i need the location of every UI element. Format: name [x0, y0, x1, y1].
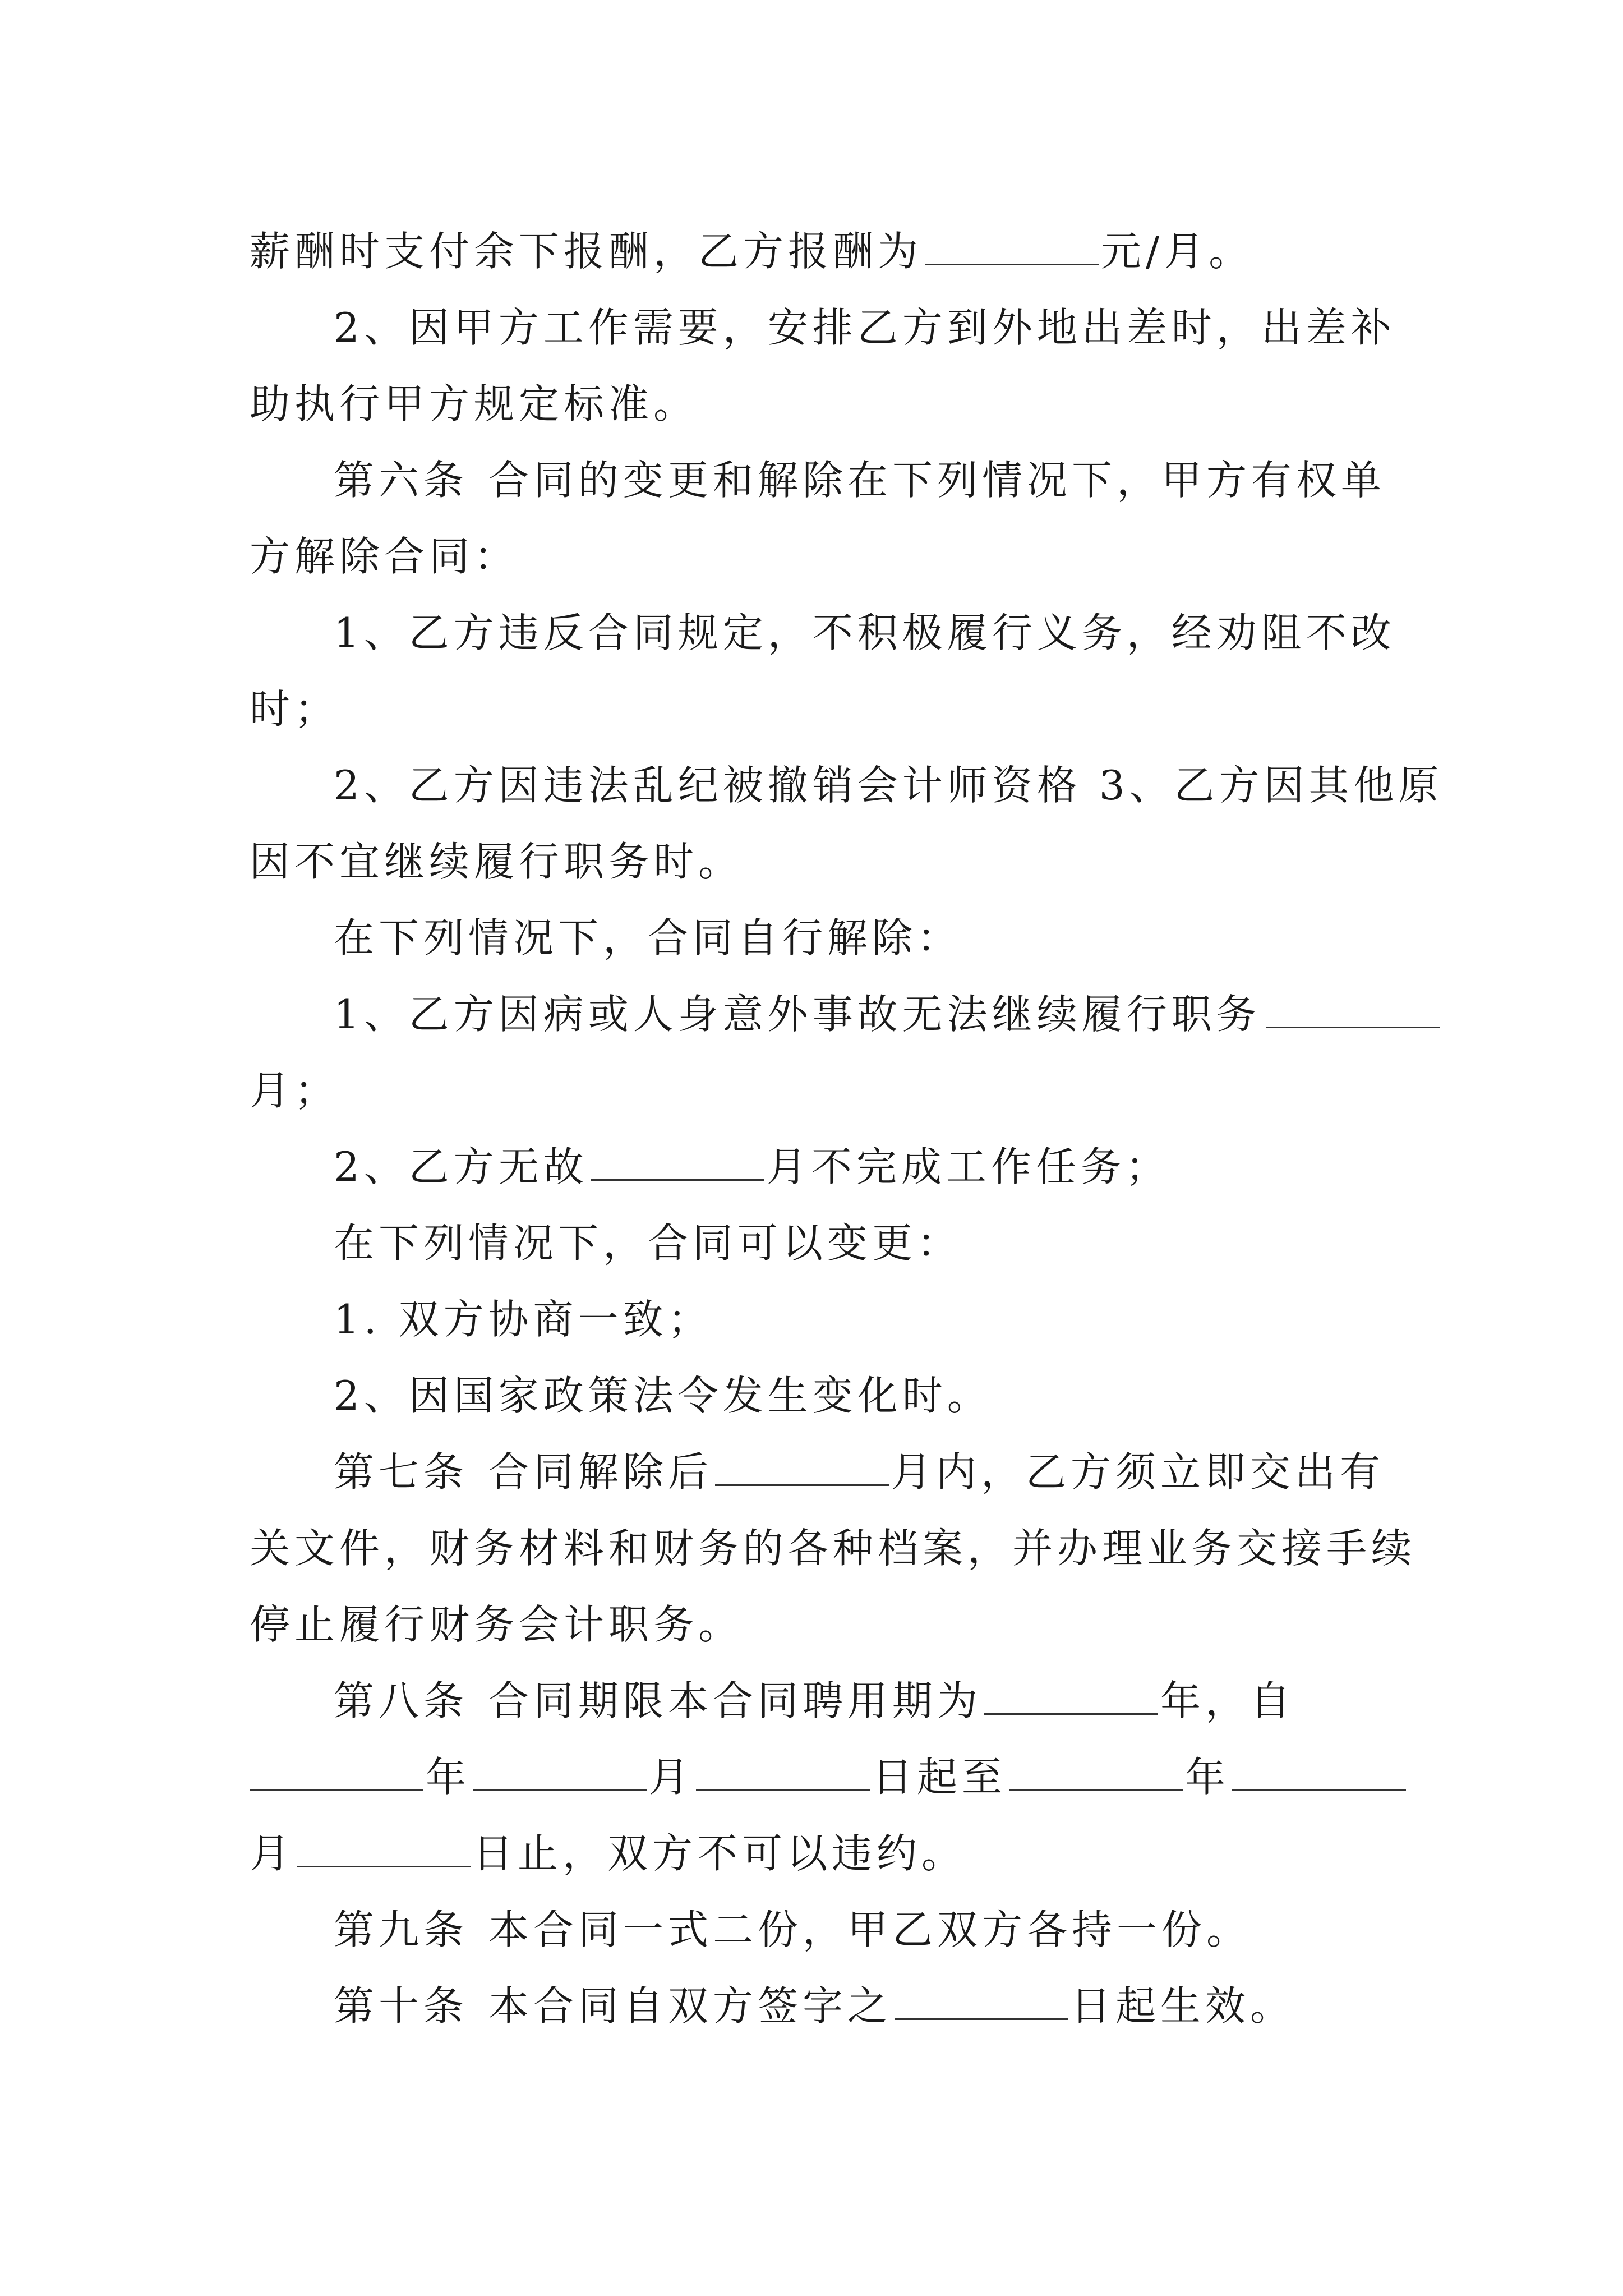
article-heading: 第八条	[334, 1677, 469, 1724]
line-text: 停止履行财务会计职务。	[250, 1601, 744, 1648]
text-line-8	[250, 747, 1444, 823]
line-text: 因不宜继续履行职务时。	[250, 838, 744, 885]
fill-blank	[925, 229, 1099, 265]
fill-blank	[1266, 992, 1440, 1028]
line-text: 1. 双方协商一致；	[334, 1296, 713, 1343]
line-text: 月内，乙方须立即交出有	[891, 1448, 1385, 1496]
text-line-11	[250, 976, 1388, 1052]
line-text: 方解除合同：	[250, 533, 519, 580]
line-text: 年	[426, 1754, 471, 1801]
line-text: 年，自	[1160, 1677, 1295, 1724]
line-text: 年	[1185, 1754, 1230, 1801]
line-text: 合同的变更和解除在下列情况下，甲方有权单	[488, 457, 1386, 504]
article-heading: 第九条	[334, 1906, 469, 1953]
fill-blank	[297, 1831, 471, 1867]
text-line-21	[250, 1739, 1388, 1815]
line-text: 时；	[250, 685, 340, 733]
fill-blank	[250, 1755, 423, 1791]
line-text: 2、乙方无故	[334, 1143, 588, 1190]
text-line-13	[250, 1129, 1388, 1205]
line-text: 日起生效。	[1071, 1982, 1295, 2030]
text-line-22	[250, 1815, 1388, 1892]
line-text: 日止，双方不可以违约。	[473, 1830, 967, 1877]
line-text: 2、因甲方工作需要，安排乙方到外地出差时，出差补	[334, 304, 1396, 351]
line-text: 合同期限本合同聘用期为	[488, 1677, 983, 1724]
fill-blank	[591, 1144, 764, 1181]
article-heading: 第十条	[334, 1982, 469, 2030]
line-text: 元/月。	[1101, 228, 1254, 275]
fill-blank	[984, 1678, 1158, 1715]
fill-blank	[1009, 1755, 1183, 1791]
text-line-5	[250, 518, 1388, 595]
line-text: 日起至	[872, 1754, 1007, 1801]
fill-blank	[473, 1755, 647, 1791]
text-line-1	[250, 213, 1388, 289]
line-text: 在下列情况下，合同自行解除：	[334, 914, 962, 961]
article-heading: 第六条	[334, 457, 469, 504]
line-text: 月；	[250, 1067, 340, 1114]
text-line-2	[250, 289, 1396, 366]
line-text: 助执行甲方规定标准。	[250, 380, 699, 427]
line-text: 在下列情况下，合同可以变更：	[334, 1220, 962, 1267]
text-line-4	[250, 442, 1388, 518]
text-line-9	[250, 823, 1388, 900]
line-text: 2、乙方因违法乱纪被撤销会计师资格 3、乙方因其他原	[334, 762, 1444, 809]
line-text: 1、乙方违反合同规定，不积极履行义务，经劝阻不改	[334, 609, 1396, 656]
fill-blank	[696, 1755, 870, 1791]
fill-blank	[715, 1450, 889, 1486]
text-line-17	[250, 1434, 1388, 1510]
line-text: 本合同一式二份，甲乙双方各持一份。	[488, 1906, 1252, 1953]
text-line-20	[250, 1663, 1388, 1739]
text-line-24	[250, 1968, 1388, 2044]
text-line-10	[250, 900, 1388, 976]
text-line-15	[250, 1281, 1388, 1358]
contract-body	[250, 213, 1444, 2044]
text-line-18	[250, 1510, 1417, 1586]
line-text: 1、乙方因病或人身意外事故无法继续履行职务	[334, 991, 1261, 1038]
line-text: 2、因国家政策法令发生变化时。	[334, 1372, 992, 1419]
text-line-19	[250, 1586, 1388, 1663]
line-text: 关文件，财务材料和财务的各种档案，并办理业务交接手续	[250, 1525, 1417, 1572]
line-text: 月	[250, 1830, 295, 1877]
text-line-3	[250, 366, 1388, 442]
text-line-6	[250, 595, 1396, 671]
fill-blank	[1232, 1755, 1406, 1791]
text-line-16	[250, 1358, 1388, 1434]
text-line-14	[250, 1205, 1388, 1281]
fill-blank	[895, 1984, 1068, 2020]
line-text: 合同解除后	[488, 1448, 713, 1496]
line-text: 月	[649, 1754, 694, 1801]
text-line-7	[250, 671, 1388, 747]
article-heading: 第七条	[334, 1448, 469, 1496]
line-text: 薪酬时支付余下报酬，乙方报酬为	[250, 228, 923, 275]
line-text: 本合同自双方签字之	[488, 1982, 893, 2030]
text-line-12	[250, 1052, 1388, 1129]
line-text: 月不完成工作任务；	[766, 1143, 1170, 1190]
text-line-23	[250, 1892, 1388, 1968]
